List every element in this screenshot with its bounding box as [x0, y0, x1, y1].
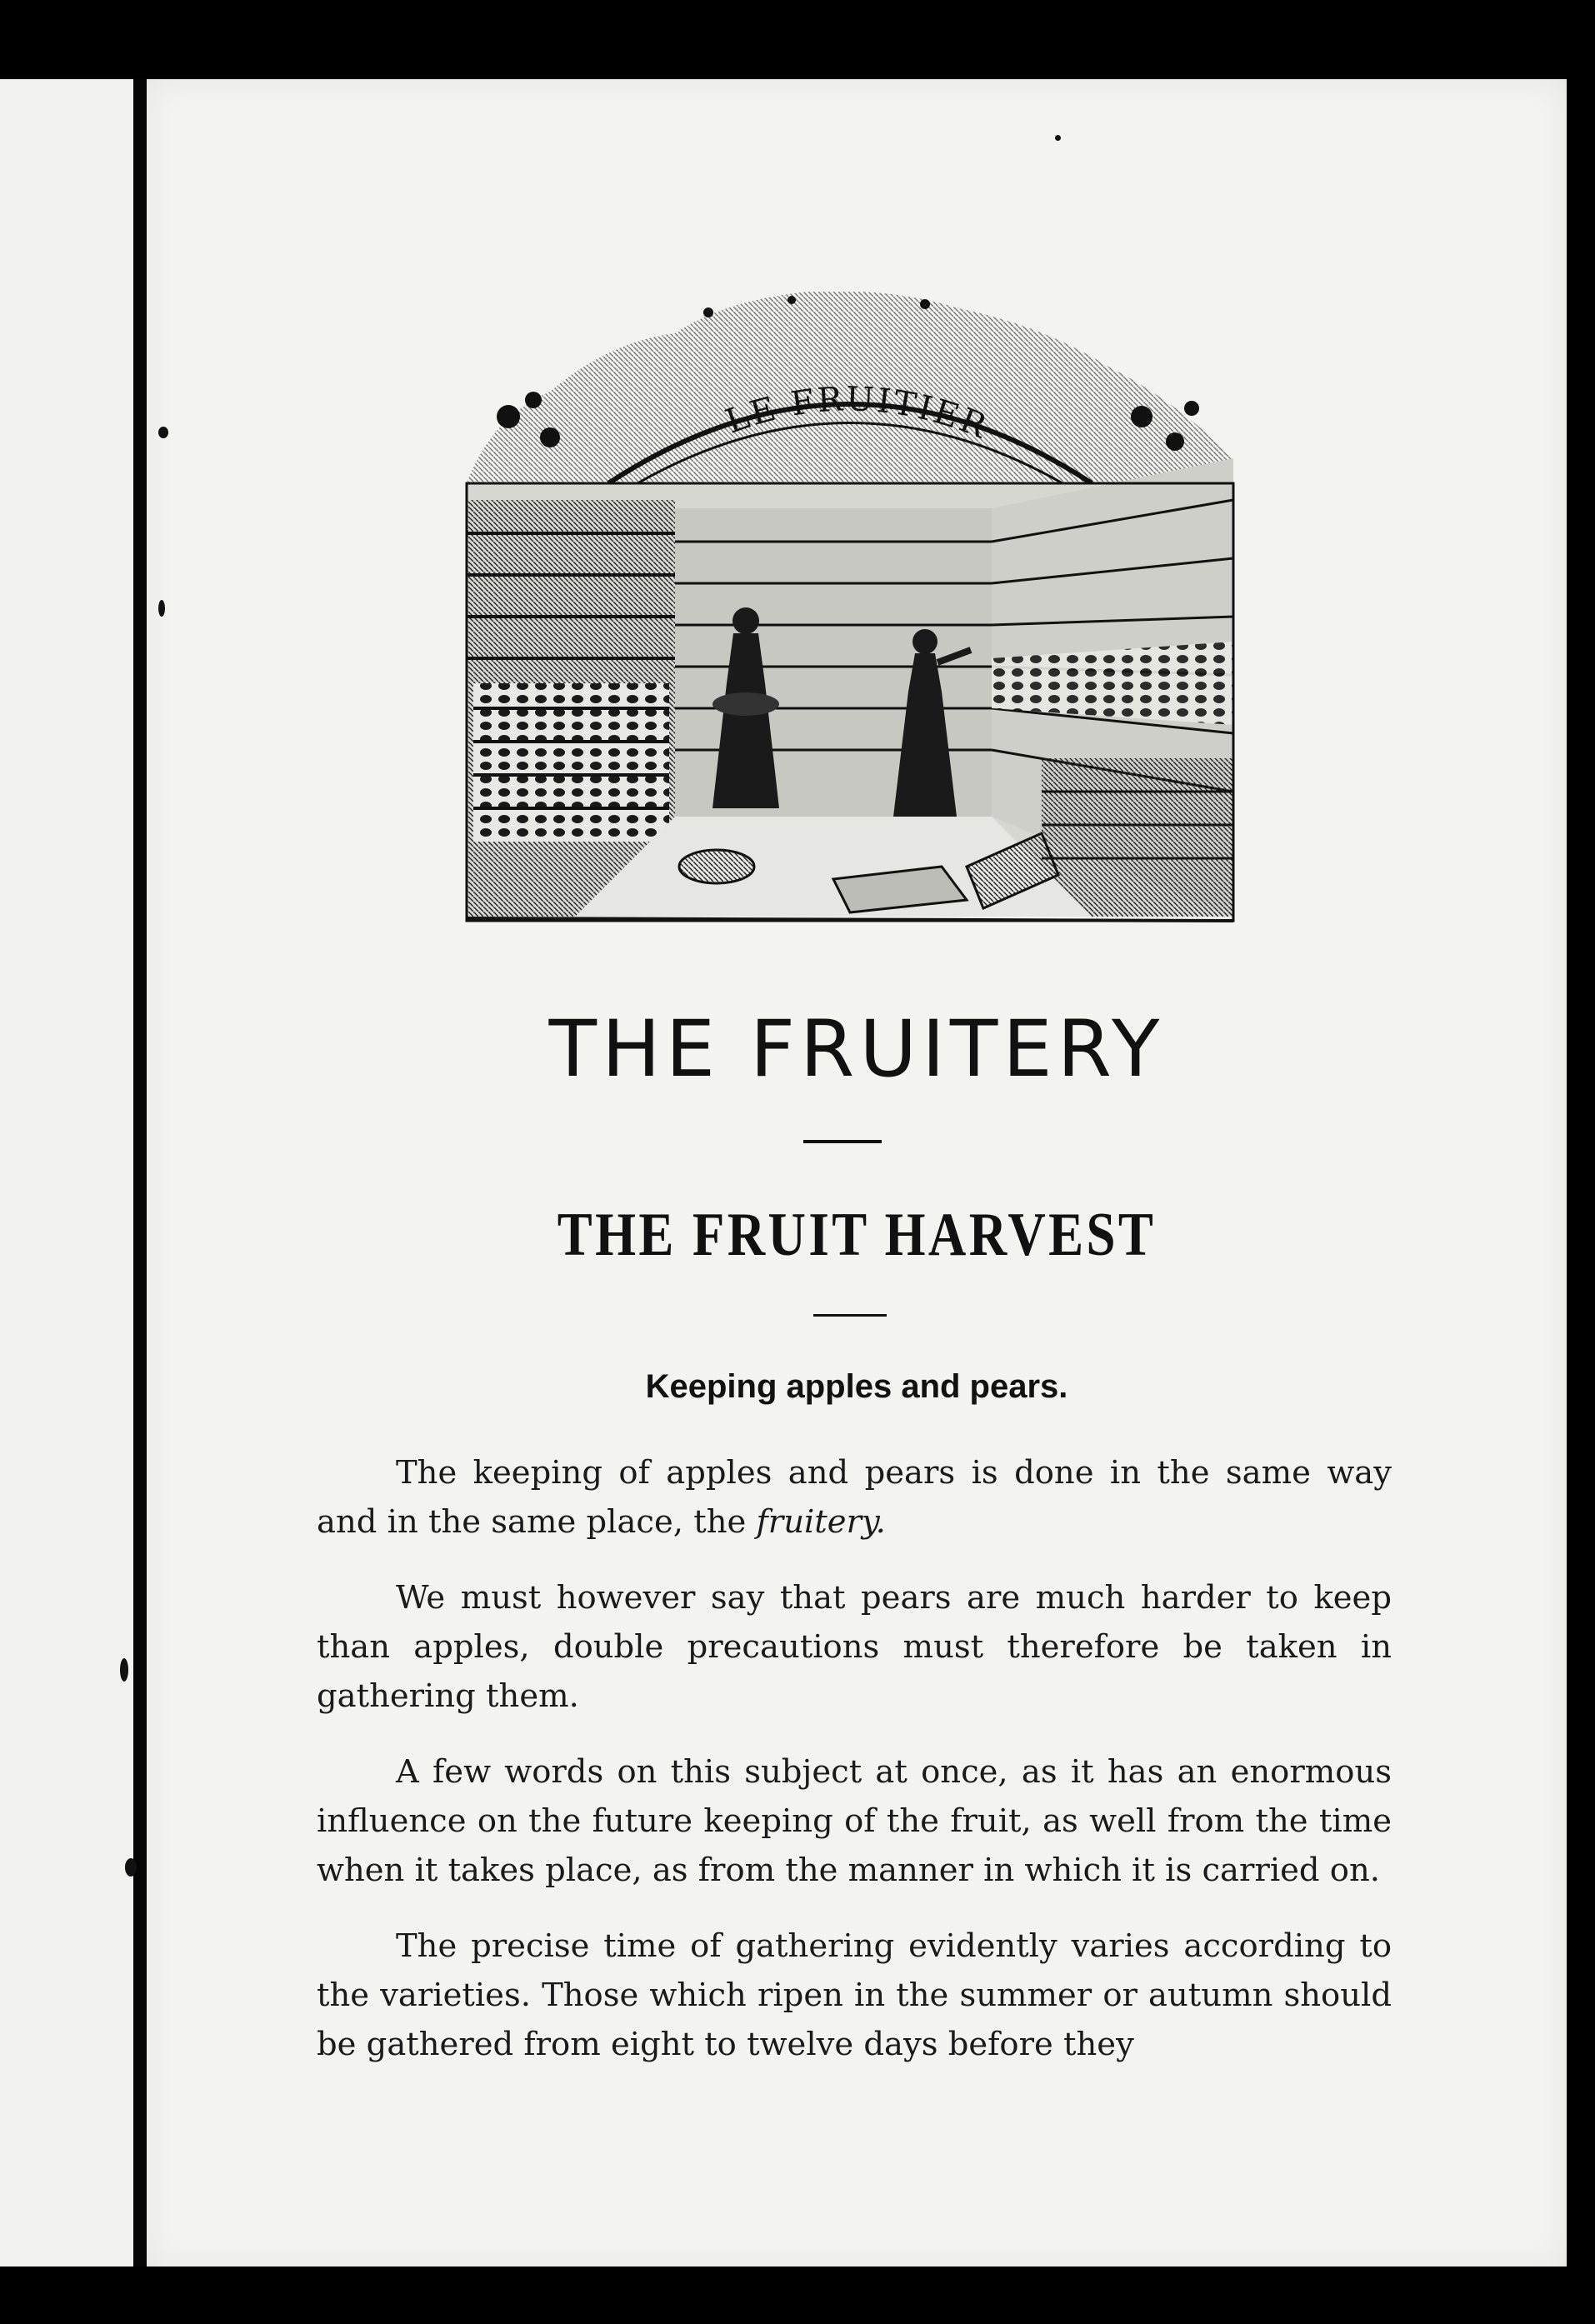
margin-mark: [1055, 135, 1061, 141]
subtitle-divider: [813, 1314, 887, 1317]
italic-term: fruitery.: [756, 1503, 886, 1541]
margin-mark: [120, 1658, 128, 1682]
scan-border: [1567, 0, 1595, 2324]
paragraph: We must however say that pears are much harder to keep than apples, double precautions must therefore be taken in gathering them.: [317, 1579, 1392, 1715]
page-title: THE FRUITERY: [548, 1004, 1165, 1095]
body-text: [317, 1448, 1392, 2096]
margin-mark: [158, 427, 168, 438]
margin-mark: [158, 600, 165, 617]
illustration-caption: LE FRUITIER: [720, 380, 994, 447]
paragraph: The precise time of gathering evidently varies according to the varieties. Those which ripen in the summer or autumn should be gathered from eight to twelve days before they: [317, 1927, 1392, 2063]
section-heading: Keeping apples and pears.: [645, 1368, 1068, 1405]
paragraph: [317, 1448, 1392, 1547]
margin-mark: [125, 1858, 137, 1877]
paragraph-text: The keeping of apples and pears is done in the same way and in the same place, the: [317, 1454, 1392, 1541]
paragraph: A few words on this subject at once, as it has an enormous influence on the future keeping of the fruit, as well from the time when it takes place, as from the manner in which it is carried on.: [317, 1753, 1392, 1889]
title-divider: [803, 1140, 882, 1143]
page-subtitle: THE FRUIT HARVEST: [557, 1201, 1157, 1269]
facing-page-edge: [0, 79, 140, 2267]
book-spine: [133, 79, 147, 2267]
fruitery-illustration: [458, 292, 1242, 942]
